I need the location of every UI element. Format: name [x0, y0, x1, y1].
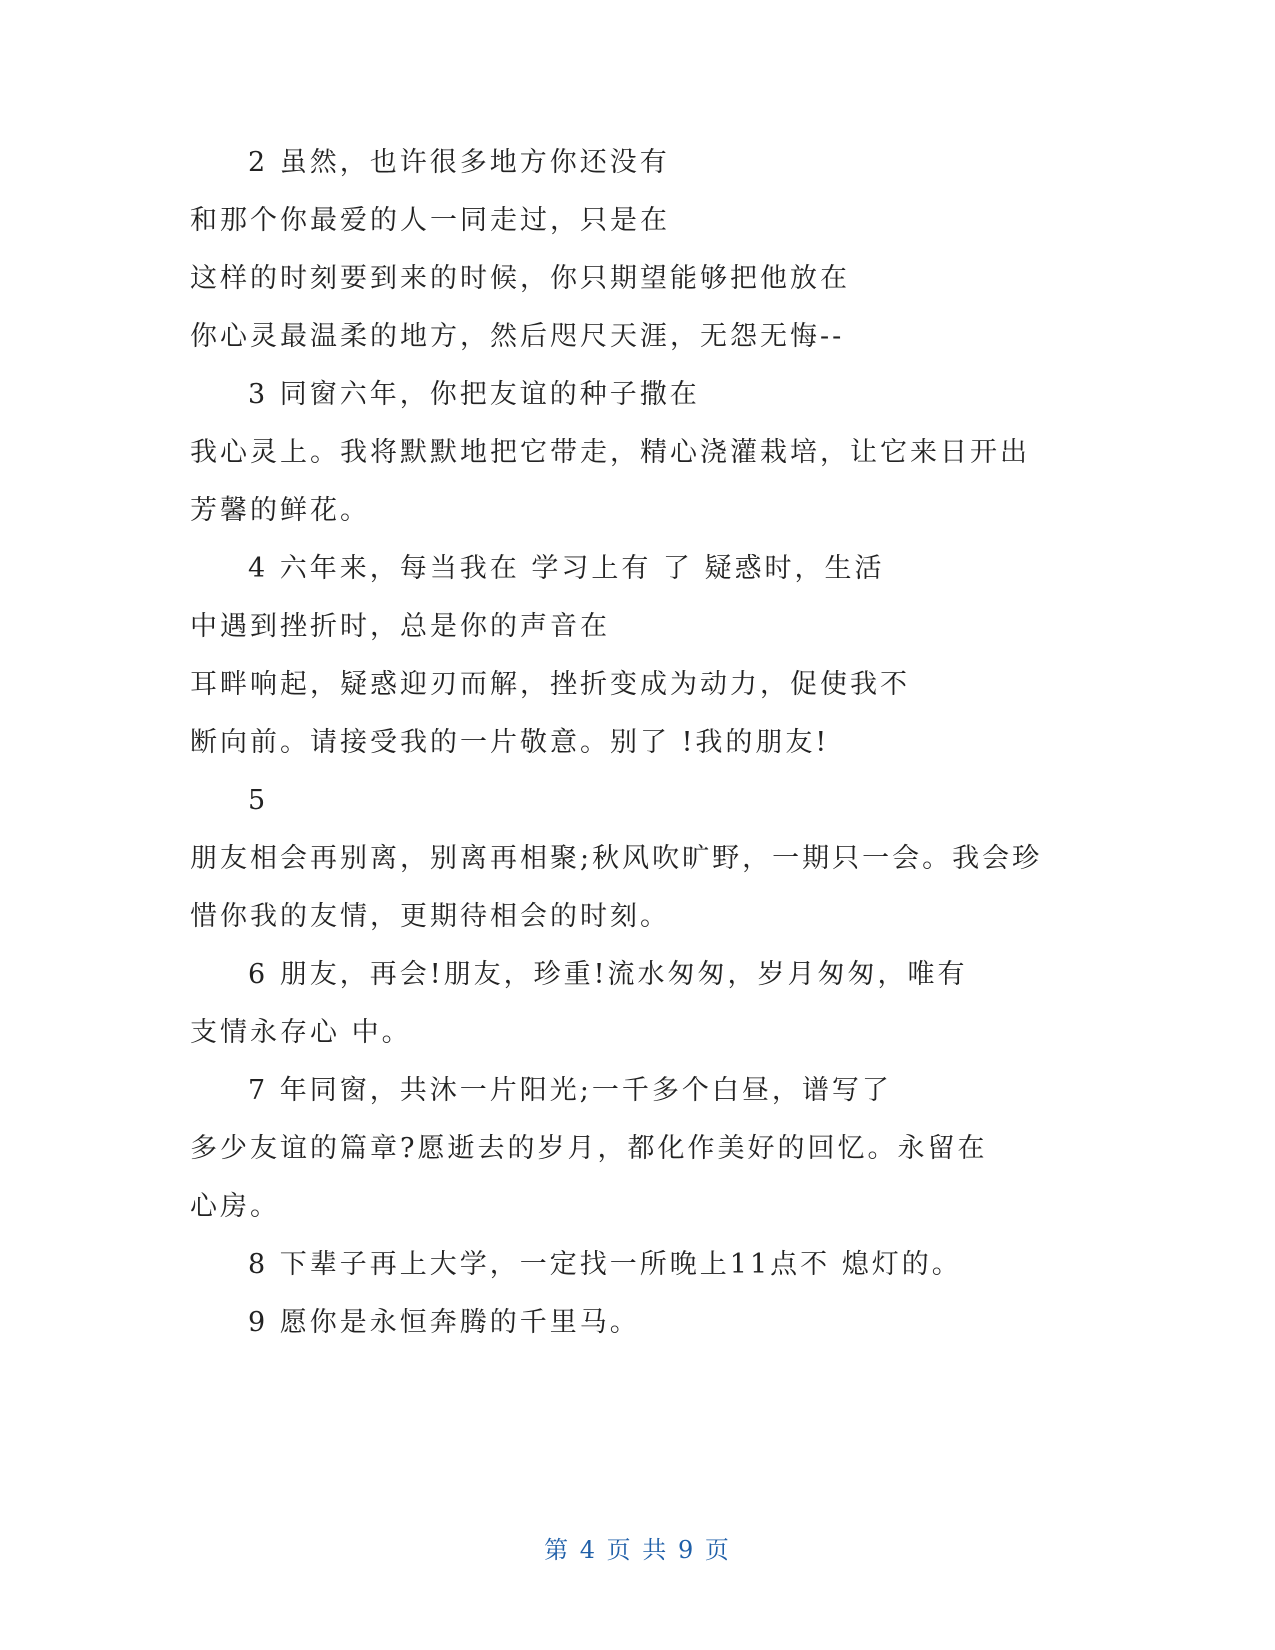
text-line-17: 7 年同窗，共沐一片阳光;一千多个白昼，谱写了 [248, 1075, 892, 1106]
text-line-12: 5 [248, 785, 269, 816]
text-line-1: 2 虽然，也许很多地方你还没有 [248, 147, 670, 178]
text-line-7: 芳馨的鲜花。 [190, 495, 370, 526]
text-line-18: 多少友谊的篇章?愿逝去的岁月，都化作美好的回忆。永留在 [190, 1133, 988, 1164]
text-line-10: 耳畔响起，疑惑迎刃而解，挫折变成为动力，促使我不 [190, 669, 910, 700]
page-number-footer: 第 4 页 共 9 页 [544, 1536, 731, 1564]
text-line-15: 6 朋友，再会!朋友，珍重!流水匆匆，岁月匆匆，唯有 [248, 959, 968, 990]
text-line-5: 3 同窗六年，你把友谊的种子撒在 [248, 379, 700, 410]
text-line-13: 朋友相会再别离，别离再相聚;秋风吹旷野，一期只一会。我会珍 [190, 843, 1043, 874]
text-line-20: 8 下辈子再上大学，一定找一所晚上11点不 熄灯的。 [248, 1249, 962, 1280]
text-line-16: 支情永存心 中。 [190, 1017, 412, 1048]
text-line-21: 9 愿你是永恒奔腾的千里马。 [248, 1307, 640, 1338]
text-line-3: 这样的时刻要到来的时候，你只期望能够把他放在 [190, 263, 850, 294]
text-line-6: 我心灵上。我将默默地把它带走，精心浇灌栽培，让它来日开出 [190, 437, 1030, 468]
text-line-14: 惜你我的友情，更期待相会的时刻。 [190, 901, 670, 932]
text-line-2: 和那个你最爱的人一同走过，只是在 [190, 205, 670, 236]
text-line-4: 你心灵最温柔的地方，然后咫尺天涯，无怨无悔-- [190, 321, 845, 352]
text-line-11: 断向前。请接受我的一片敬意。别了 !我的朋友! [190, 727, 830, 758]
text-line-9: 中遇到挫折时，总是你的声音在 [190, 611, 610, 642]
text-line-19: 心房。 [190, 1191, 280, 1222]
text-line-8: 4 六年来，每当我在 学习上有 了 疑惑时，生活 [248, 553, 885, 584]
